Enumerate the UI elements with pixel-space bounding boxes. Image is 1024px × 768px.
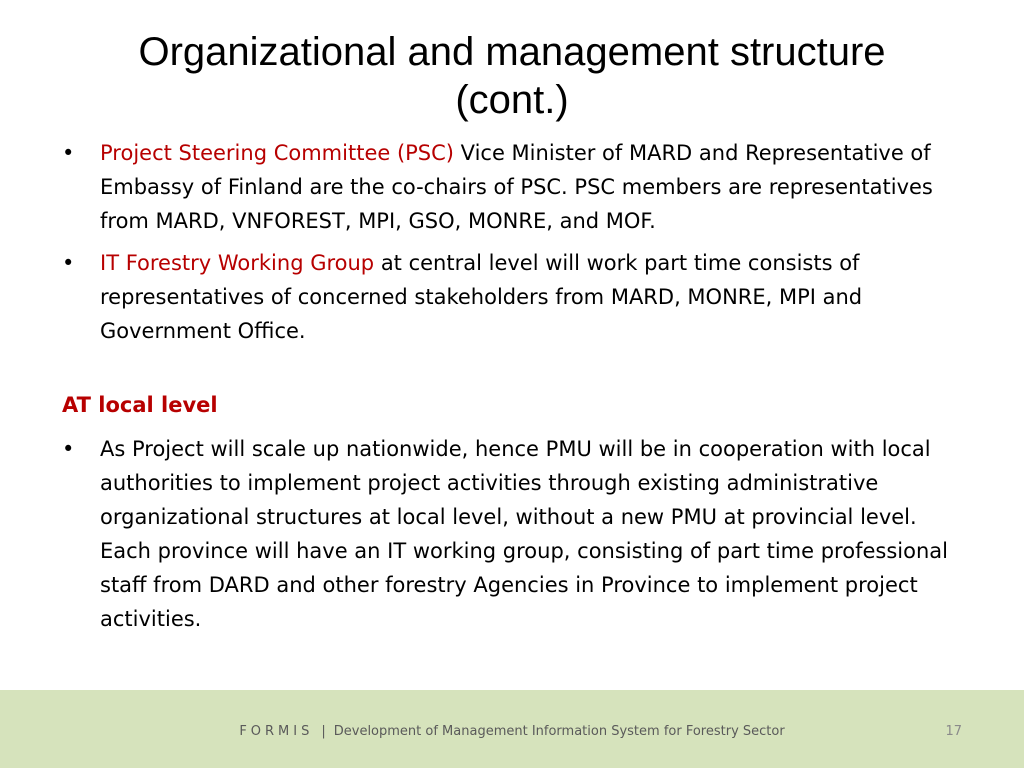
bullet-psc	[62, 136, 972, 238]
footer-brand: FORMIS	[239, 724, 314, 739]
it-group-text: at central level will work part time consists of representatives of concerned stakeholders from MARD, MONRE, MPI and Government Office.	[100, 251, 863, 343]
footer-text	[0, 724, 1024, 739]
psc-highlight: Project Steering Committee (PSC)	[100, 141, 454, 165]
bullet-dot: •	[62, 141, 75, 165]
section-heading-local-level: AT local level	[62, 393, 218, 417]
local-level-text: As Project will scale up nationwide, hence PMU will be in cooperation with local authorities to implement project activities through existing administrative organizational structures at local level, without a new PMU at provincial level. Each province will have an IT working group, consisting of part time professional staff from DARD and other forestry Agencies in Province to implement project activities.	[100, 437, 948, 631]
bullet-it-working-group	[62, 246, 972, 348]
footer-description: Development of Management Information System for Forestry Sector	[333, 724, 785, 739]
slide-content	[62, 136, 972, 636]
bullet-dot: •	[62, 251, 75, 275]
bullet-local-level	[62, 432, 972, 636]
it-group-highlight: IT Forestry Working Group	[100, 251, 375, 275]
title-line-2: (cont.)	[455, 78, 569, 122]
slide-title	[40, 28, 984, 124]
page-number: 17	[945, 724, 962, 739]
footer-separator: |	[321, 724, 326, 739]
bullet-dot: •	[62, 437, 75, 461]
psc-text: Vice Minister of MARD and Representative of Embassy of Finland are the co-chairs of PSC. PSC members are representatives from MARD, VNFOREST, MPI, GSO, MONRE, and MOF.	[100, 141, 933, 233]
title-line-1: Organizational and management structure	[138, 30, 886, 74]
footer-bar	[0, 690, 1024, 768]
